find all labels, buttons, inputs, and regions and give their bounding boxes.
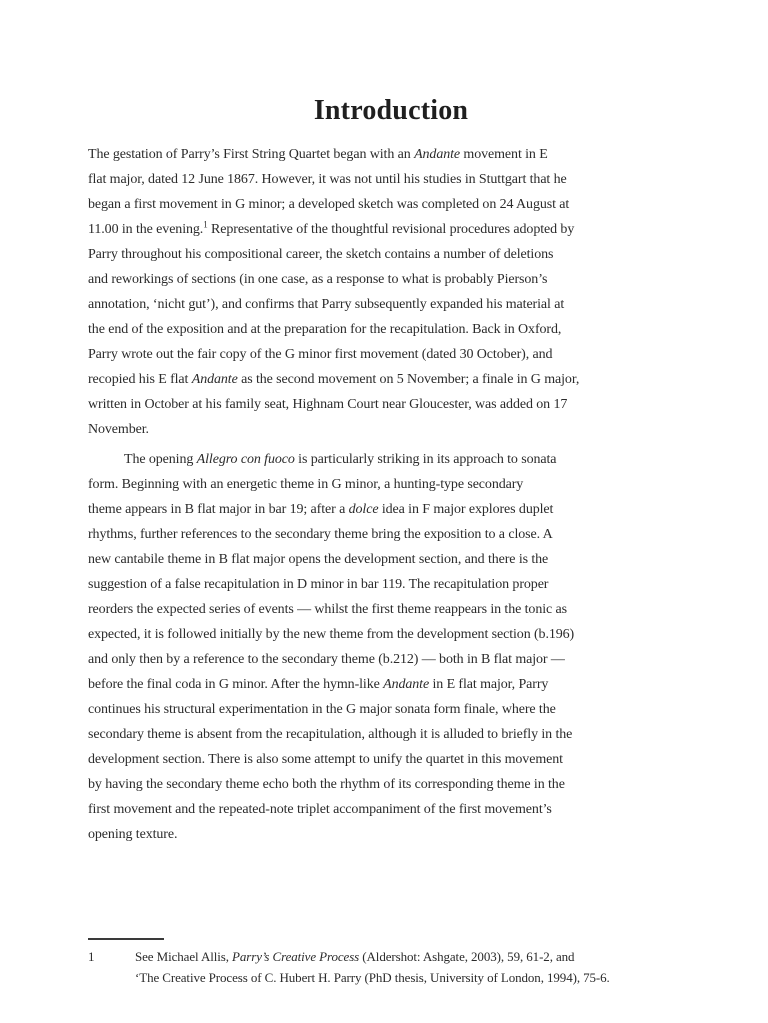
text-segment: by having the secondary theme echo both the rhythm of its corresponding theme in the [88, 777, 565, 792]
text-segment: The opening [124, 452, 197, 467]
text-line [88, 522, 694, 547]
text-segment: in E flat major, Parry [429, 677, 549, 692]
text-segment: Representative of the thoughtful revisional procedures adopted by [207, 222, 575, 237]
text-segment: secondary theme is absent from the recapitulation, although it is alluded to briefly in the [88, 727, 573, 742]
text-segment: idea in F major explores duplet [378, 502, 554, 517]
text-line [88, 447, 694, 472]
text-line [88, 547, 694, 572]
text-line [88, 167, 694, 192]
text-segment: See Michael Allis, [135, 949, 233, 964]
text-line [88, 342, 694, 367]
footnote-number: 1 [88, 949, 95, 964]
italic-text: Andante [191, 372, 238, 387]
body-text [88, 142, 694, 847]
text-segment: November. [88, 422, 149, 437]
footnote-rule [88, 938, 164, 940]
text-line [88, 142, 694, 167]
text-line [135, 946, 610, 967]
footnote [88, 938, 700, 988]
text-line [88, 672, 694, 697]
text-segment: written in October at his family seat, Highnam Court near Gloucester, was added on 17 [88, 397, 568, 412]
text-segment: theme appears in B flat major in bar 19; after a [88, 502, 349, 517]
text-segment: reorders the expected series of events — whilst the first theme reappears in the tonic as [88, 602, 567, 617]
text-line [88, 192, 694, 217]
text-segment: expected, it is followed initially by the new theme from the development section (b.196) [88, 627, 575, 642]
text-segment: first movement and the repeated-note triplet accompaniment of the first movement’s [88, 802, 552, 817]
text-segment: rhythms, further references to the secondary theme bring the exposition to a close. A [88, 527, 553, 542]
text-segment: before the final coda in G minor. After the hymn-like [88, 677, 384, 692]
text-segment: flat major, dated 12 June 1867. However, it was not until his studies in Stuttgart that he [88, 172, 567, 187]
paragraph [88, 447, 694, 847]
text-line [88, 367, 694, 392]
text-segment: and only then by a reference to the secondary theme (b.212) — both in B flat major — [88, 652, 565, 667]
text-segment: as the second movement on 5 November; a finale in G major, [237, 372, 580, 387]
text-line [88, 572, 694, 597]
text-segment: new cantabile theme in B flat major opens the development section, and there is the [88, 552, 549, 567]
footnote-body [88, 946, 700, 988]
text-segment: movement in E [460, 147, 548, 162]
text-segment: and reworkings of sections (in one case, as a response to what is probably Pierson’s [88, 272, 548, 287]
text-segment: began a first movement in G minor; a developed sketch was completed on 24 August at [88, 197, 570, 212]
footnote-text [135, 946, 610, 988]
footnote-ref: 1 [203, 219, 208, 230]
text-line [88, 497, 694, 522]
text-segment: development section. There is also some attempt to unify the quartet in this movement [88, 752, 563, 767]
text-segment: continues his structural experimentation in the G major sonata form finale, where the [88, 702, 556, 717]
text-segment: The gestation of Parry’s First String Quartet began with an [88, 147, 415, 162]
text-line [88, 242, 694, 267]
text-segment: Parry throughout his compositional career, the sketch contains a number of deletions [88, 247, 554, 262]
text-line [88, 797, 694, 822]
italic-text: Andante [383, 677, 430, 692]
text-line [88, 317, 694, 342]
text-line [88, 597, 694, 622]
text-line [88, 417, 694, 442]
text-line [88, 392, 694, 417]
text-line [88, 472, 694, 497]
italic-text: dolce [348, 502, 379, 517]
text-segment: 11.00 in the evening. [88, 222, 204, 237]
text-line [88, 822, 694, 847]
text-segment: the end of the exposition and at the preparation for the recapitulation. Back in Oxford, [88, 322, 562, 337]
text-segment: ‘The Creative Process of C. Hubert H. Parry (PhD thesis, University of London, 1994), 75-6. [135, 970, 610, 985]
text-segment: is particularly striking in its approach to sonata [294, 452, 557, 467]
text-line [88, 622, 694, 647]
text-line [88, 267, 694, 292]
italic-text: Parry’s Creative Process [232, 949, 360, 964]
text-segment: recopied his E flat [88, 372, 192, 387]
text-segment: opening texture. [88, 827, 178, 842]
text-line [88, 217, 694, 242]
text-line [88, 697, 694, 722]
text-segment: Parry wrote out the fair copy of the G minor first movement (dated 30 October), and [88, 347, 553, 362]
text-line [88, 292, 694, 317]
text-segment: suggestion of a false recapitulation in D minor in bar 119. The recapitulation proper [88, 577, 549, 592]
page-title: Introduction [313, 95, 469, 126]
text-segment: (Aldershot: Ashgate, 2003), 59, 61-2, and [359, 949, 575, 964]
text-line [88, 772, 694, 797]
text-segment: annotation, ‘nicht gut’), and confirms that Parry subsequently expanded his material at [88, 297, 565, 312]
paragraph [88, 142, 694, 442]
italic-text: Allegro con fuoco [196, 452, 295, 467]
text-line [135, 967, 610, 988]
italic-text: Andante [414, 147, 461, 162]
text-segment: form. Beginning with an energetic theme in G minor, a hunting-type secondary [88, 477, 524, 492]
page-content [88, 94, 694, 847]
text-line [88, 647, 694, 672]
text-line [88, 747, 694, 772]
text-line [88, 722, 694, 747]
